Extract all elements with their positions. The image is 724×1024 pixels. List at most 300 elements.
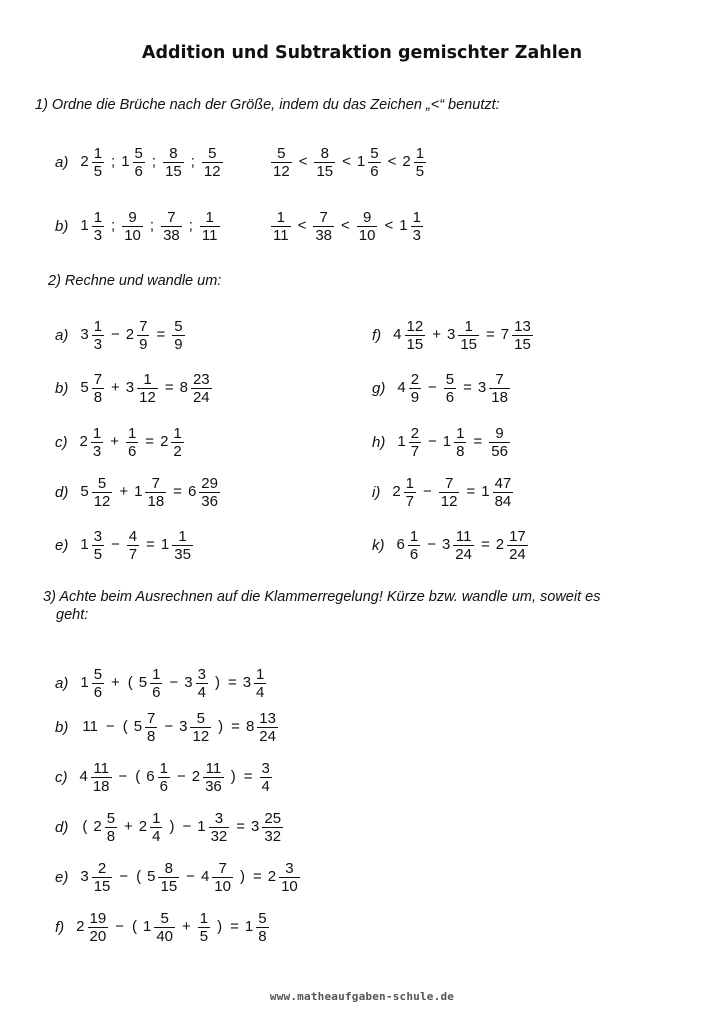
- whole-number: 5: [147, 868, 156, 886]
- fraction: [137, 318, 149, 353]
- denominator: 6: [127, 443, 137, 460]
- s3-item-c: [55, 760, 275, 795]
- fraction: [458, 318, 479, 353]
- operator: =: [466, 483, 476, 501]
- operator: =: [227, 674, 237, 692]
- fraction: [254, 666, 266, 701]
- denominator: 12: [273, 163, 290, 180]
- denominator: 5: [93, 546, 103, 563]
- fraction: [314, 145, 335, 180]
- denominator: 5: [93, 163, 103, 180]
- denominator: 6: [93, 684, 103, 701]
- operator: =: [236, 818, 246, 836]
- fraction: [92, 528, 104, 563]
- operator: =: [230, 918, 239, 936]
- whole-number: 3: [80, 868, 89, 886]
- operator: +: [110, 433, 119, 451]
- fraction: [405, 318, 426, 353]
- numerator: 3: [93, 528, 103, 545]
- fraction: [133, 145, 145, 180]
- operator: ;: [111, 153, 116, 171]
- s2-item-b: [55, 371, 215, 406]
- section-3-instruction-line1: 3) Achte beim Ausrechnen auf die Klammerregelung! Kürze bzw. wandle um, soweit es: [43, 589, 601, 605]
- numerator: 11: [455, 528, 472, 545]
- denominator: 7: [405, 493, 415, 510]
- numerator: 1: [92, 425, 102, 442]
- fraction: [92, 145, 104, 180]
- denominator: 20: [89, 928, 107, 945]
- whole-number: 3: [441, 536, 451, 554]
- s2-item-i: [372, 475, 516, 510]
- operator: ): [239, 868, 245, 886]
- whole-number: 1: [80, 674, 89, 692]
- numerator: 3: [214, 810, 224, 827]
- fraction: [158, 860, 179, 895]
- numerator: 9: [128, 209, 137, 226]
- whole-number: 2: [76, 918, 85, 936]
- expression: [78, 710, 281, 745]
- fraction: [158, 760, 170, 795]
- whole-number: 1: [442, 433, 452, 451]
- fraction: [145, 710, 157, 745]
- expression: [391, 318, 536, 353]
- fraction: [279, 860, 300, 895]
- operator: −: [105, 718, 115, 736]
- fraction: [92, 860, 113, 895]
- numerator: 11: [205, 760, 222, 777]
- numerator: 5: [370, 145, 379, 162]
- denominator: 8: [147, 728, 156, 745]
- numerator: 9: [362, 209, 372, 226]
- fraction: [414, 145, 426, 180]
- whole-number: 1: [134, 483, 143, 501]
- operator: =: [480, 536, 490, 554]
- s2-item-d: [55, 475, 223, 510]
- denominator: 7: [410, 443, 420, 460]
- operator: +: [111, 379, 120, 397]
- operator: =: [146, 536, 155, 554]
- numerator: 7: [167, 209, 176, 226]
- operator: −: [423, 483, 432, 501]
- whole-number: 2: [392, 483, 401, 501]
- operator: ): [217, 918, 223, 936]
- fraction: [507, 528, 528, 563]
- denominator: 11: [273, 227, 289, 244]
- operator: ;: [111, 217, 116, 235]
- fraction: [212, 860, 233, 895]
- fraction: [271, 209, 291, 244]
- s2-item-a: [55, 318, 188, 353]
- whole-number: 2: [80, 153, 89, 171]
- numerator: 5: [208, 145, 217, 162]
- denominator: 24: [455, 546, 472, 563]
- whole-number: 4: [393, 326, 402, 344]
- fraction: [439, 475, 460, 510]
- denominator: 56: [491, 443, 508, 460]
- s3-item-d: [55, 810, 286, 845]
- numerator: 8: [164, 860, 173, 877]
- numerator: 2: [410, 425, 420, 442]
- numerator: 1: [409, 528, 419, 545]
- denominator: 7: [128, 546, 138, 563]
- numerator: 1: [178, 528, 187, 545]
- numerator: 1: [412, 209, 421, 226]
- whole-number: 4: [200, 868, 210, 886]
- item-label: f): [372, 327, 382, 344]
- operator: =: [486, 326, 495, 344]
- denominator: 12: [203, 163, 221, 180]
- numerator: 7: [147, 710, 156, 727]
- s1-a-task: [78, 145, 225, 180]
- numerator: 5: [196, 710, 205, 727]
- fraction: [493, 475, 514, 510]
- numerator: 4: [128, 528, 138, 545]
- denominator: 8: [93, 389, 103, 406]
- denominator: 4: [197, 684, 206, 701]
- operator: ): [230, 768, 236, 786]
- whole-number: 2: [191, 768, 201, 786]
- item-label: c): [55, 769, 68, 786]
- fraction: [454, 425, 466, 460]
- operator: −: [111, 536, 120, 554]
- numerator: 7: [218, 860, 227, 877]
- denominator: 24: [509, 546, 526, 563]
- whole-number: 1: [80, 536, 89, 554]
- denominator: 32: [264, 828, 282, 845]
- operator: (: [135, 768, 141, 786]
- operator: ;: [188, 217, 193, 235]
- operator: <: [341, 217, 350, 235]
- whole-number: 2: [93, 818, 102, 836]
- fraction: [161, 209, 182, 244]
- item-label: i): [372, 484, 381, 501]
- numerator: 1: [405, 475, 415, 492]
- whole-number: 1: [142, 918, 152, 936]
- numerator: 5: [134, 145, 143, 162]
- numerator: 1: [464, 318, 473, 335]
- denominator: 8: [106, 828, 116, 845]
- whole-number: 1: [197, 818, 206, 836]
- expression: [395, 371, 513, 406]
- numerator: 9: [495, 425, 504, 442]
- whole-number: 5: [133, 718, 143, 736]
- numerator: 7: [93, 371, 103, 388]
- numerator: 1: [127, 425, 137, 442]
- s1-b-task: [78, 209, 222, 244]
- whole-number: 7: [500, 326, 510, 344]
- numerator: 1: [152, 666, 161, 683]
- fraction: [105, 810, 117, 845]
- whole-number: 5: [80, 483, 89, 501]
- fraction: [92, 371, 104, 406]
- section-3-instruction-line2: geht:: [56, 607, 89, 623]
- numerator: 19: [89, 910, 107, 927]
- denominator: 4: [256, 684, 265, 701]
- fraction: [154, 910, 175, 945]
- denominator: 15: [460, 336, 477, 353]
- item-label: g): [372, 380, 386, 397]
- whole-number: 4: [79, 768, 88, 786]
- item-label: b): [55, 380, 69, 397]
- denominator: 15: [316, 163, 334, 180]
- fraction: [191, 371, 212, 406]
- operator: <: [387, 153, 397, 171]
- whole-number: 6: [187, 483, 197, 501]
- whole-number: 3: [251, 818, 260, 836]
- whole-number: 1: [160, 536, 170, 554]
- fraction: [257, 710, 278, 745]
- item-label: c): [55, 434, 68, 451]
- whole-number: 3: [125, 379, 135, 397]
- denominator: 3: [93, 336, 103, 353]
- whole-number: 3: [80, 326, 89, 344]
- whole-number: 8: [179, 379, 188, 397]
- denominator: 8: [456, 443, 465, 460]
- denominator: 6: [445, 389, 455, 406]
- operator: =: [145, 433, 155, 451]
- expression: [78, 666, 269, 701]
- operator: −: [428, 433, 437, 451]
- numerator: 29: [201, 475, 218, 492]
- expression: [78, 528, 196, 563]
- operator: ): [218, 718, 224, 736]
- numerator: 5: [160, 910, 169, 927]
- s1-a-answer-expr: [268, 145, 429, 180]
- denominator: 4: [152, 828, 161, 845]
- fraction: [409, 371, 421, 406]
- fraction: [200, 209, 220, 244]
- whole-number: 3: [184, 674, 193, 692]
- operator: (: [122, 718, 128, 736]
- expression: [78, 810, 286, 845]
- s1-b-answer-expr: [268, 209, 426, 244]
- expression: [390, 475, 516, 510]
- numerator: 7: [495, 371, 504, 388]
- s3-item-a: [55, 666, 269, 701]
- operator: =: [252, 868, 262, 886]
- numerator: 1: [199, 910, 209, 927]
- footer-website: www.matheaufgaben-schule.de: [269, 990, 455, 1003]
- item-label: b): [55, 218, 69, 235]
- denominator: 6: [134, 163, 143, 180]
- fraction: [202, 145, 223, 180]
- operator: −: [119, 868, 129, 886]
- fraction: [92, 475, 113, 510]
- denominator: 40: [156, 928, 173, 945]
- denominator: 8: [258, 928, 267, 945]
- numerator: 5: [106, 810, 116, 827]
- expression: [78, 318, 187, 353]
- fraction: [512, 318, 533, 353]
- denominator: 11: [201, 227, 218, 244]
- denominator: 9: [174, 336, 183, 353]
- whole-number: 2: [138, 818, 148, 836]
- whole-number: 2: [267, 868, 277, 886]
- expression: [74, 910, 271, 945]
- operator: +: [124, 818, 133, 836]
- denominator: 32: [210, 828, 228, 845]
- fraction: [271, 145, 292, 180]
- s1-item-b: [55, 209, 223, 244]
- numerator: 5: [445, 371, 455, 388]
- whole-number: 8: [245, 718, 255, 736]
- item-label: d): [55, 819, 69, 836]
- numerator: 25: [264, 810, 282, 827]
- operator: −: [111, 326, 120, 344]
- operator: −: [427, 536, 436, 554]
- whole-number: 1: [80, 217, 89, 235]
- denominator: 3: [412, 227, 421, 244]
- operator: ;: [151, 153, 157, 171]
- denominator: 12: [440, 493, 458, 510]
- numerator: 1: [143, 371, 152, 388]
- numerator: 5: [277, 145, 286, 162]
- denominator: 5: [199, 928, 209, 945]
- denominator: 84: [494, 493, 512, 510]
- whole-number: 2: [495, 536, 505, 554]
- whole-number: 1: [481, 483, 490, 501]
- operator: (: [131, 918, 137, 936]
- operator: =: [156, 326, 166, 344]
- fraction: [92, 318, 104, 353]
- whole-number: 5: [138, 674, 148, 692]
- fraction: [256, 910, 268, 945]
- s3-item-b: [55, 710, 281, 745]
- numerator: 1: [152, 810, 161, 827]
- operator: +: [182, 918, 191, 936]
- item-label: f): [55, 919, 65, 936]
- numerator: 3: [285, 860, 294, 877]
- fraction: [127, 528, 139, 563]
- numerator: 7: [151, 475, 160, 492]
- numerator: 2: [410, 371, 420, 388]
- denominator: 12: [139, 389, 156, 406]
- fraction: [209, 810, 230, 845]
- numerator: 1: [256, 666, 265, 683]
- numerator: 5: [97, 475, 107, 492]
- numerator: 5: [258, 910, 267, 927]
- fraction: [122, 209, 143, 244]
- numerator: 7: [139, 318, 148, 335]
- worksheet-title: Addition und Subtraktion gemischter Zahlen: [141, 43, 583, 63]
- numerator: 1: [173, 425, 182, 442]
- denominator: 10: [358, 227, 376, 244]
- fraction: [163, 145, 184, 180]
- expression: [395, 425, 513, 460]
- operator: ): [214, 674, 220, 692]
- denominator: 5: [415, 163, 425, 180]
- operator: =: [243, 768, 253, 786]
- numerator: 13: [259, 710, 276, 727]
- denominator: 35: [174, 546, 191, 563]
- whole-number: 2: [79, 433, 88, 451]
- operator: −: [428, 379, 437, 397]
- whole-number: 2: [160, 433, 169, 451]
- numerator: 1: [276, 209, 285, 226]
- fraction: [199, 475, 220, 510]
- whole-number: 1: [397, 433, 406, 451]
- denominator: 15: [514, 336, 531, 353]
- expression: [78, 475, 223, 510]
- operator: =: [473, 433, 483, 451]
- fraction: [91, 425, 103, 460]
- operator: −: [169, 674, 179, 692]
- operator: (: [127, 674, 133, 692]
- whole-number: 6: [146, 768, 155, 786]
- fraction: [196, 666, 208, 701]
- numerator: 13: [514, 318, 531, 335]
- numerator: 8: [320, 145, 329, 162]
- fraction: [489, 371, 510, 406]
- numerator: 8: [169, 145, 178, 162]
- fraction: [411, 209, 423, 244]
- item-label: e): [55, 537, 69, 554]
- denominator: 12: [93, 493, 111, 510]
- whole-number: 3: [477, 379, 487, 397]
- fraction: [92, 666, 104, 701]
- numerator: 5: [174, 318, 183, 335]
- denominator: 10: [124, 227, 141, 244]
- item-label: e): [55, 869, 69, 886]
- denominator: 36: [201, 493, 218, 510]
- numerator: 3: [261, 760, 270, 777]
- denominator: 15: [165, 163, 182, 180]
- denominator: 6: [152, 684, 161, 701]
- fraction: [408, 528, 420, 563]
- fraction: [444, 371, 456, 406]
- denominator: 10: [281, 878, 298, 895]
- expression: [78, 760, 275, 795]
- s3-item-f: [55, 910, 272, 945]
- fraction: [91, 760, 112, 795]
- denominator: 4: [261, 778, 270, 795]
- s2-item-k: [372, 528, 531, 563]
- operator: ;: [149, 217, 155, 235]
- item-label: a): [55, 154, 69, 171]
- denominator: 12: [192, 728, 210, 745]
- whole-number: 3: [446, 326, 456, 344]
- operator: ;: [190, 153, 195, 171]
- s1-b-answer: [268, 209, 426, 244]
- expression: [78, 860, 302, 895]
- operator: −: [118, 768, 128, 786]
- expression: [78, 425, 187, 460]
- operator: 11: [82, 718, 98, 736]
- whole-number: 3: [179, 718, 188, 736]
- numerator: 1: [456, 425, 465, 442]
- denominator: 6: [159, 778, 168, 795]
- s2-item-h: [372, 425, 513, 460]
- numerator: 1: [415, 145, 425, 162]
- whole-number: 5: [80, 379, 89, 397]
- expression: [395, 528, 531, 563]
- operator: +: [111, 674, 120, 692]
- denominator: 24: [259, 728, 276, 745]
- operator: =: [231, 718, 240, 736]
- operator: −: [186, 868, 195, 886]
- s1-item-a: [55, 145, 226, 180]
- fraction: [190, 710, 211, 745]
- denominator: 36: [205, 778, 222, 795]
- operator: (: [82, 818, 88, 836]
- numerator: 1: [93, 318, 103, 335]
- operator: <: [298, 153, 308, 171]
- operator: =: [463, 379, 472, 397]
- numerator: 3: [197, 666, 206, 683]
- fraction: [171, 425, 183, 460]
- operator: ): [169, 818, 175, 836]
- operator: −: [182, 818, 192, 836]
